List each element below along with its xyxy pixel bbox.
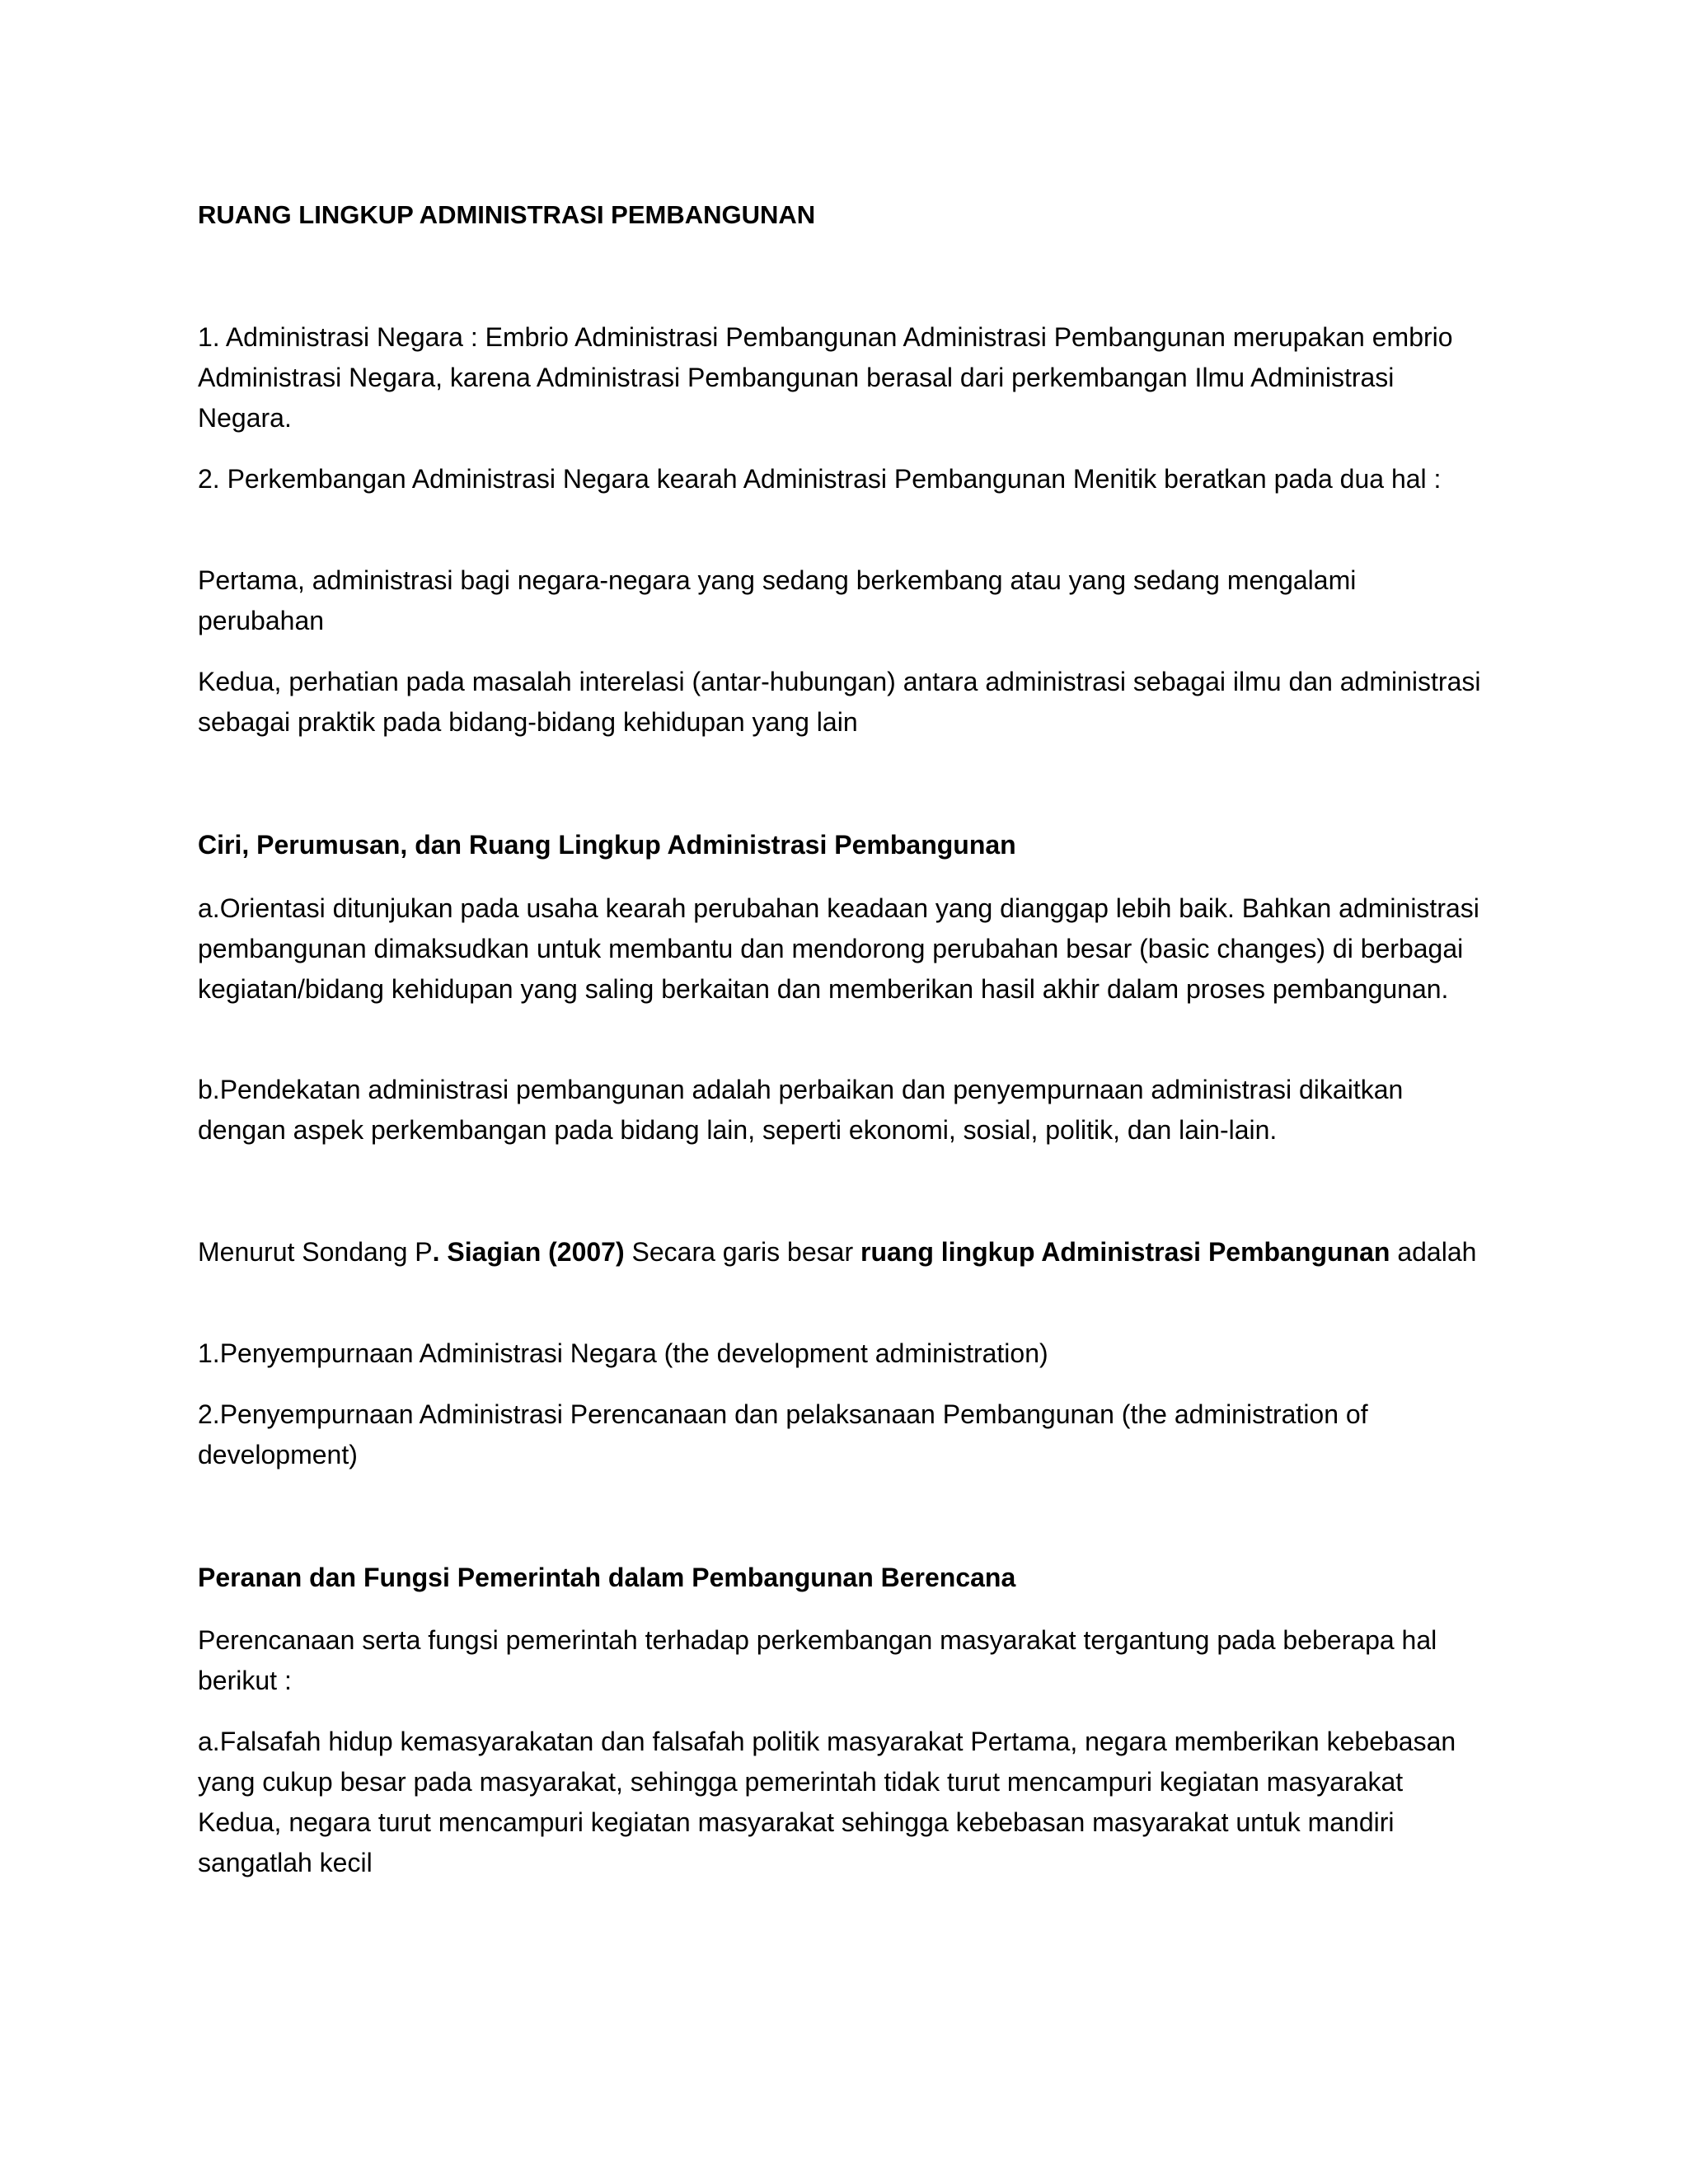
paragraph-a-falsafah: a.Falsafah hidup kemasyarakatan dan falsafah politik masyarakat Pertama, negara memberikan kebebasan yang cukup besar pada masyarakat, sehingga pemerintah tidak turut mencampuri kegiatan masyarakat Kedua, negara turut mencampuri kegiatan masyarakat sehingga kebebasan masyarakat untuk mandiri sangatlah kecil — [198, 1727, 1456, 1877]
paragraph-b-pendekatan: b.Pendekatan administrasi pembangunan adalah perbaikan dan penyempurnaan administrasi dikaitkan dengan aspek perkembangan pada bidang lain, seperti ekonomi, sosial, politik, dan lain-lain. — [198, 1075, 1404, 1145]
section-heading-peranan: Peranan dan Fungsi Pemerintah dalam Pembangunan Berencana — [198, 1563, 1016, 1592]
menurut-text-2: Secara garis besar — [624, 1237, 860, 1267]
menurut-scope-bold: ruang lingkup Administrasi Pembangunan — [860, 1237, 1390, 1267]
menurut-text-3: adalah — [1390, 1237, 1477, 1267]
paragraph-kedua: Kedua, perhatian pada masalah interelasi (antar-hubungan) antara administrasi sebagai ilmu dan administrasi sebagai praktik pada bidang-bidang kehidupan yang lain — [198, 667, 1481, 737]
paragraph-perencanaan: Perencanaan serta fungsi pemerintah terhadap perkembangan masyarakat tergantung pada beberapa hal berikut : — [198, 1625, 1437, 1695]
paragraph-pertama: Pertama, administrasi bagi negara-negara yang sedang berkembang atau yang sedang mengalami perubahan — [198, 565, 1357, 635]
menurut-text-1: Menurut Sondang P — [198, 1237, 433, 1267]
list-item-2: 2.Penyempurnaan Administrasi Perencanaan dan pelaksanaan Pembangunan (the administration of development) — [198, 1399, 1368, 1469]
paragraph-a-orientasi: a.Orientasi ditunjukan pada usaha kearah perubahan keadaan yang dianggap lebih baik. Bahkan administrasi pembangunan dimaksudkan untuk membantu dan mendorong perubahan besar (basic changes) di berbagai kegiatan/bidang kehidupan yang saling berkaitan dan memberikan hasil akhir dalam proses pembangunan. — [198, 893, 1479, 1004]
paragraph-2: 2. Perkembangan Administrasi Negara kearah Administrasi Pembangunan Menitik beratkan pada dua hal : — [198, 464, 1442, 494]
section-heading-ciri: Ciri, Perumusan, dan Ruang Lingkup Administrasi Pembangunan — [198, 830, 1016, 860]
list-item-1: 1.Penyempurnaan Administrasi Negara (the development administration) — [198, 1338, 1048, 1368]
menurut-author-bold: . Siagian (2007) — [432, 1237, 625, 1267]
paragraph-menurut — [198, 1232, 1484, 1272]
paragraph-1: 1. Administrasi Negara : Embrio Administrasi Pembangunan Administrasi Pembangunan merupakan embrio Administrasi Negara, karena Administrasi Pembangunan berasal dari perkembangan Ilmu Administrasi Negara. — [198, 322, 1453, 433]
document-title: RUANG LINGKUP ADMINISTRASI PEMBANGUNAN — [198, 200, 816, 229]
